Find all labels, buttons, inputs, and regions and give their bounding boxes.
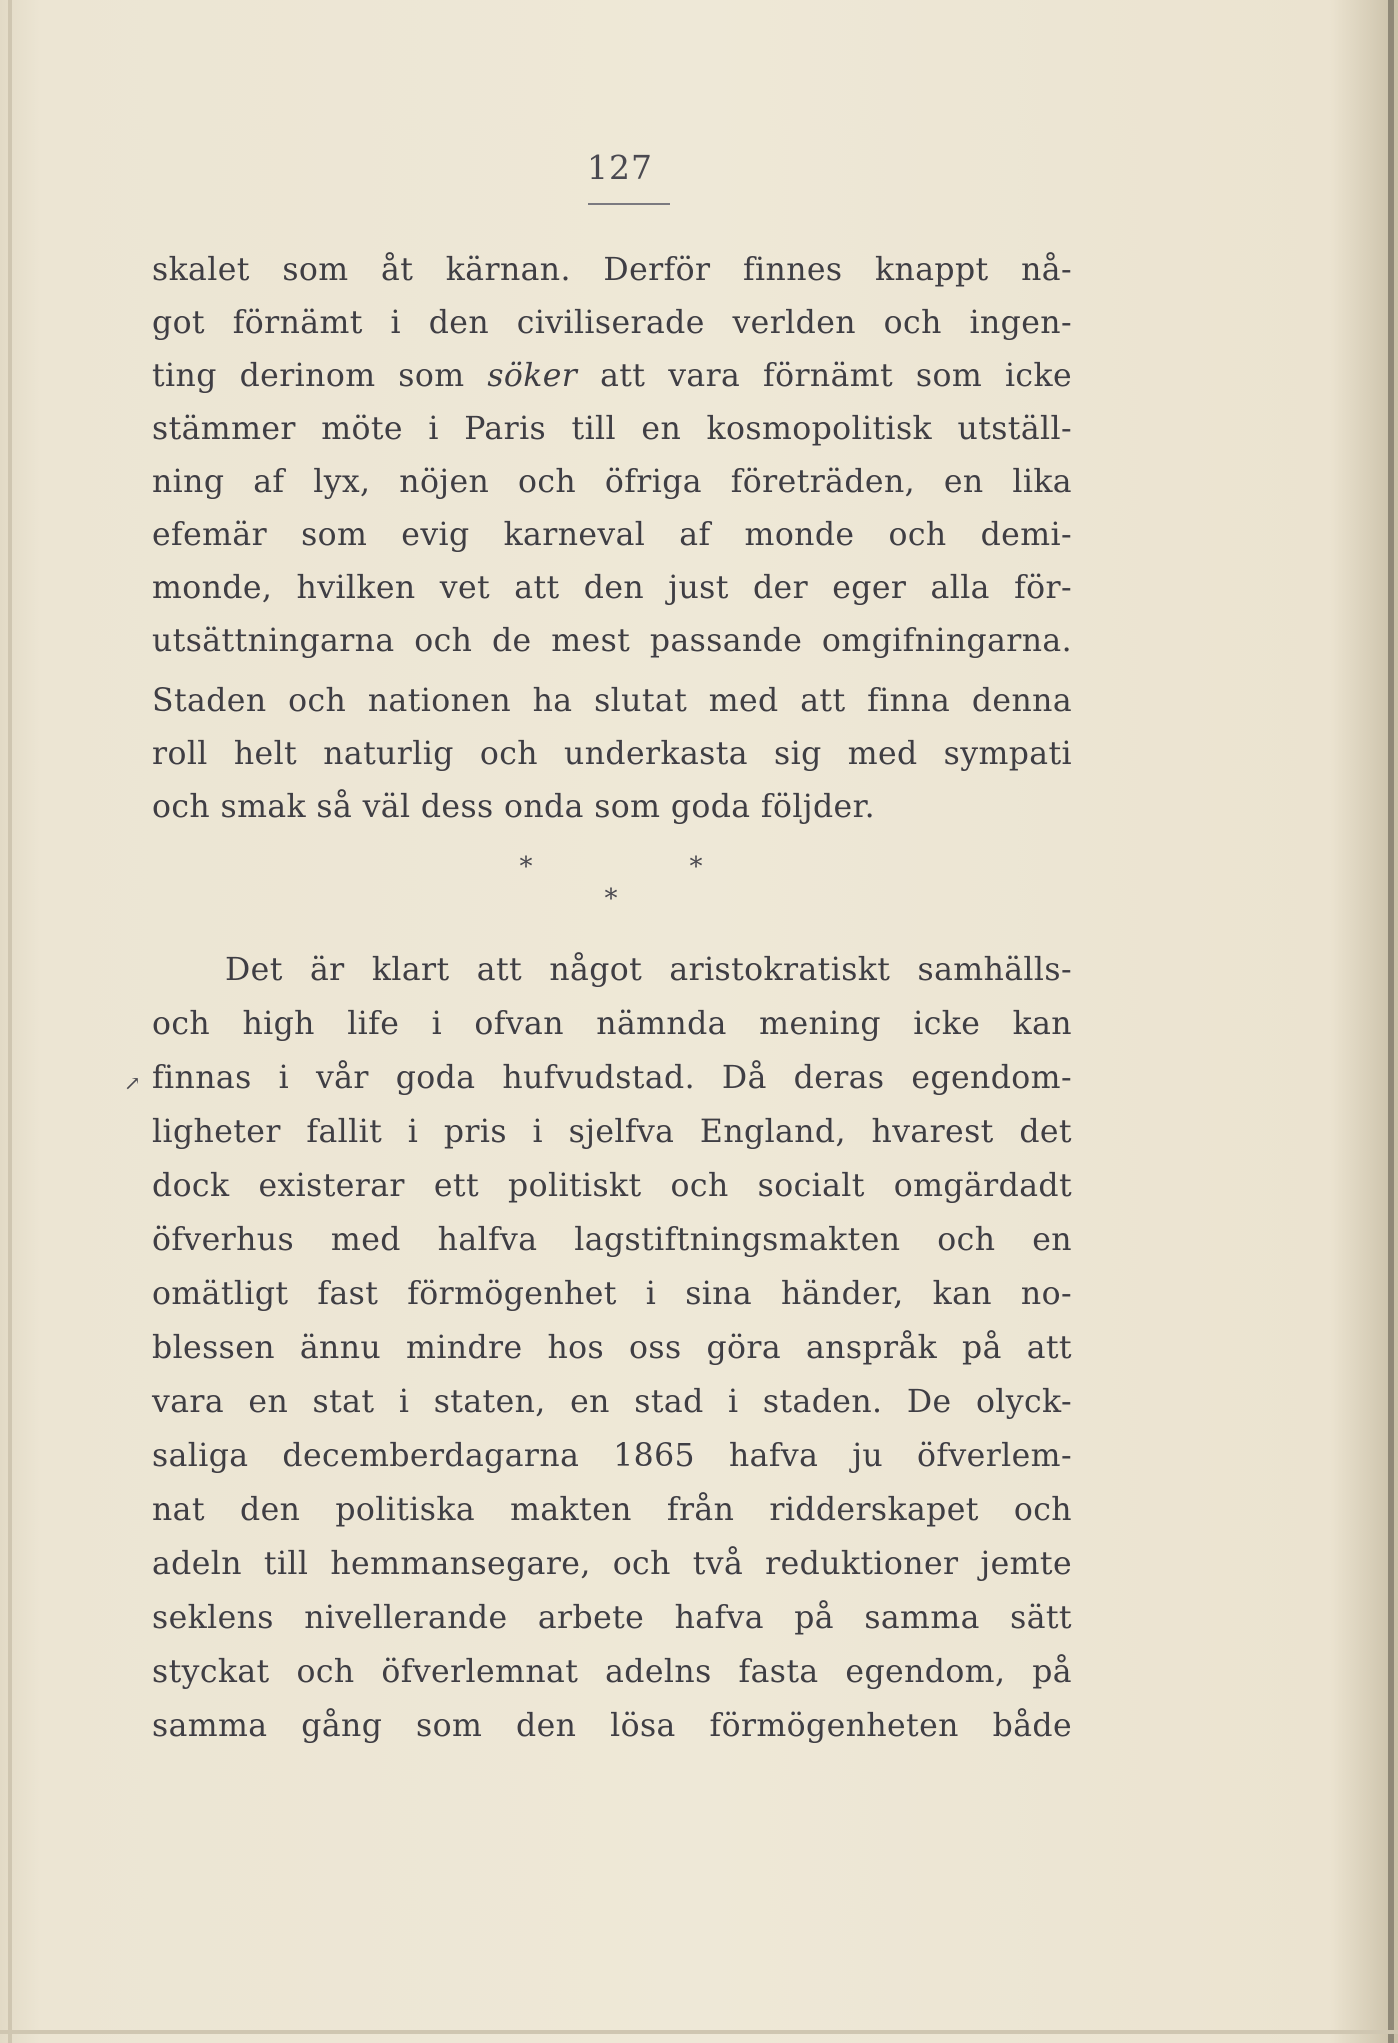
page-number-rule: [588, 203, 670, 205]
page-right-edge: [1388, 0, 1394, 2043]
text-line: Staden och nationen ha slutat med att finna denna: [152, 683, 1072, 719]
text-line: ning af lyx, nöjen och öfriga företräden, en lika: [152, 464, 1072, 500]
text-line: adeln till hemmansegare, och två reduktioner jemte: [152, 1546, 1072, 1582]
text-line: blessen ännu mindre hos oss göra anspråk på att: [152, 1330, 1072, 1366]
page-left-edge: [8, 0, 12, 2043]
text-line: vara en stat i staten, en stad i staden. De olyck-: [152, 1384, 1072, 1420]
text-line: roll helt naturlig och underkasta sig med sympati: [152, 736, 1072, 772]
text-line: monde, hvilken vet att den just der eger alla för-: [152, 570, 1072, 606]
text-line: saliga decemberdagarna 1865 hafva ju öfverlem-: [152, 1438, 1072, 1474]
text-line: omätligt fast förmögenhet i sina händer, kan no-: [152, 1276, 1072, 1312]
text-line: nat den politiska makten från ridderskapet och: [152, 1492, 1072, 1528]
text-span: ting derinom som: [152, 358, 488, 394]
text-line: Det är klart att något aristokratiskt samhälls-: [225, 952, 1072, 988]
page-bottom-edge: [0, 2030, 1398, 2034]
text-line: stämmer möte i Paris till en kosmopolitisk utställ-: [152, 411, 1072, 447]
separator-star: *: [604, 884, 618, 914]
separator-star: *: [689, 852, 703, 882]
text-line: styckat och öfverlemnat adelns fasta egendom, på: [152, 1654, 1072, 1690]
italic-word: söker: [487, 358, 578, 394]
text-line: got förnämt i den civiliserade verlden och ingen-: [152, 305, 1072, 341]
text-line: och smak så väl dess onda som goda följder.: [152, 789, 875, 825]
text-line: seklens nivellerande arbete hafva på samma sätt: [152, 1600, 1072, 1636]
text-line: efemär som evig karneval af monde och demi-: [152, 517, 1072, 553]
text-line: och high life i ofvan nämnda mening icke kan: [152, 1006, 1072, 1042]
text-line: samma gång som den lösa förmögenheten både: [152, 1708, 1072, 1744]
text-line: ligheter fallit i pris i sjelfva England, hvarest det: [152, 1114, 1072, 1150]
page-number: 127: [587, 148, 653, 187]
text-span: att vara förnämt som icke: [577, 358, 1072, 394]
text-line: [152, 350, 1072, 402]
margin-pencil-mark: ↗: [124, 1071, 141, 1095]
separator-star: *: [519, 852, 533, 882]
text-line: öfverhus med halfva lagstiftningsmakten och en: [152, 1222, 1072, 1258]
text-line: finnas i vår goda hufvudstad. Då deras egendom-: [152, 1060, 1072, 1096]
text-line: dock existerar ett politiskt och socialt omgärdadt: [152, 1168, 1072, 1204]
text-line: utsättningarna och de mest passande omgifningarna.: [152, 623, 1072, 659]
text-line: skalet som åt kärnan. Derför finnes knappt nå-: [152, 252, 1072, 288]
